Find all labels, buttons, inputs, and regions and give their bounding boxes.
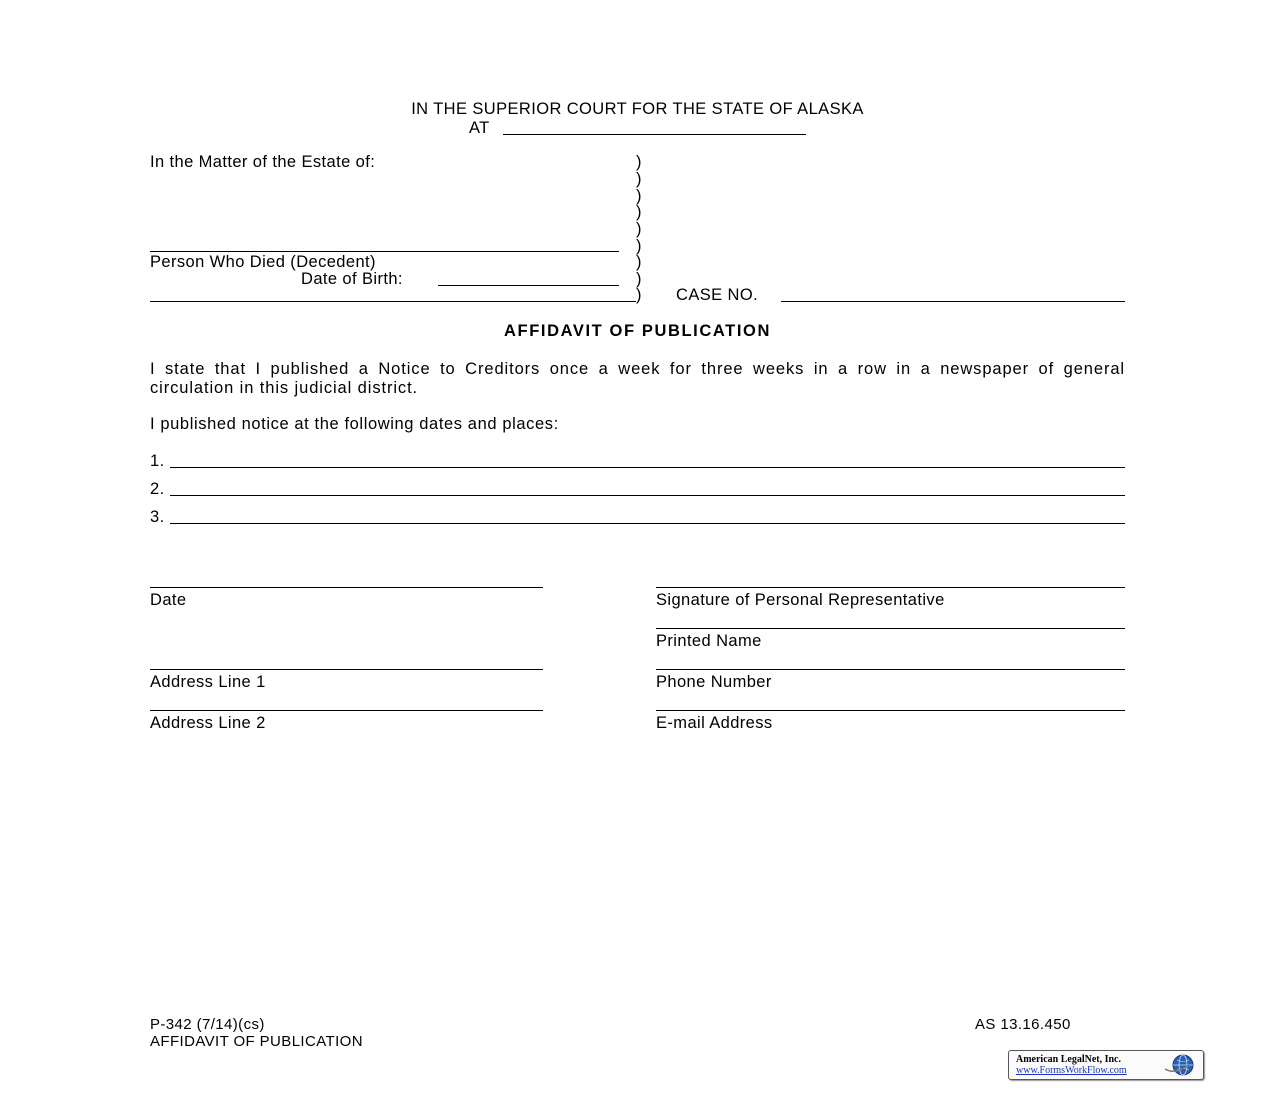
dates-intro: I published notice at the following dates and places: [150, 415, 559, 433]
caption-paren: ) [636, 220, 642, 238]
decedent-label: Person Who Died (Decedent) [150, 253, 376, 271]
vendor-company: American LegalNet, Inc. [1016, 1054, 1121, 1065]
entry-number-2: 2. [150, 480, 165, 498]
caption-paren: ) [636, 203, 642, 221]
footer-form-name: AFFIDAVIT OF PUBLICATION [150, 1033, 363, 1050]
caption-paren: ) [636, 237, 642, 255]
printed-name-field[interactable] [656, 628, 1125, 629]
phone-field[interactable] [656, 669, 1125, 670]
court-location-field[interactable] [503, 134, 806, 135]
phone-label: Phone Number [656, 673, 772, 691]
form-title: AFFIDAVIT OF PUBLICATION [504, 322, 771, 340]
decedent-name-field[interactable] [150, 251, 619, 252]
dob-field[interactable] [438, 285, 619, 286]
caption-paren: ) [636, 286, 642, 304]
matter-label: In the Matter of the Estate of: [150, 153, 376, 171]
printed-name-label: Printed Name [656, 632, 762, 650]
address-line-1-field[interactable] [150, 669, 543, 670]
email-field[interactable] [656, 710, 1125, 711]
entry-field-1[interactable] [170, 467, 1125, 468]
email-label: E-mail Address [656, 714, 773, 732]
case-no-field[interactable] [781, 301, 1125, 302]
address-line-2-label: Address Line 2 [150, 714, 266, 732]
at-label: AT [469, 119, 490, 137]
caption-paren: ) [636, 270, 642, 288]
court-heading: IN THE SUPERIOR COURT FOR THE STATE OF ALASKA [411, 100, 864, 118]
caption-paren: ) [636, 187, 642, 205]
caption-paren: ) [636, 153, 642, 171]
address-line-1-label: Address Line 1 [150, 673, 266, 691]
vendor-url[interactable]: www.FormsWorkFlow.com [1016, 1065, 1127, 1076]
vendor-badge[interactable] [1008, 1050, 1204, 1080]
caption-paren: ) [636, 253, 642, 271]
entry-field-2[interactable] [170, 495, 1125, 496]
statement-paragraph: I state that I published a Notice to Creditors once a week for three weeks in a row in a newspaper of general circulation in this judicial district. [150, 360, 1125, 397]
caption-bottom-rule [150, 301, 636, 302]
statute-reference: AS 13.16.450 [975, 1016, 1071, 1033]
dob-label: Date of Birth: [301, 270, 403, 288]
date-field[interactable] [150, 587, 543, 588]
globe-icon [1163, 1053, 1199, 1082]
caption-paren: ) [636, 170, 642, 188]
form-number: P-342 (7/14)(cs) [150, 1016, 265, 1033]
case-no-label: CASE NO. [676, 286, 759, 304]
entry-field-3[interactable] [170, 523, 1125, 524]
signature-label: Signature of Personal Representative [656, 591, 945, 609]
date-label: Date [150, 591, 187, 609]
entry-number-3: 3. [150, 508, 165, 526]
entry-number-1: 1. [150, 452, 165, 470]
signature-field[interactable] [656, 587, 1125, 588]
address-line-2-field[interactable] [150, 710, 543, 711]
